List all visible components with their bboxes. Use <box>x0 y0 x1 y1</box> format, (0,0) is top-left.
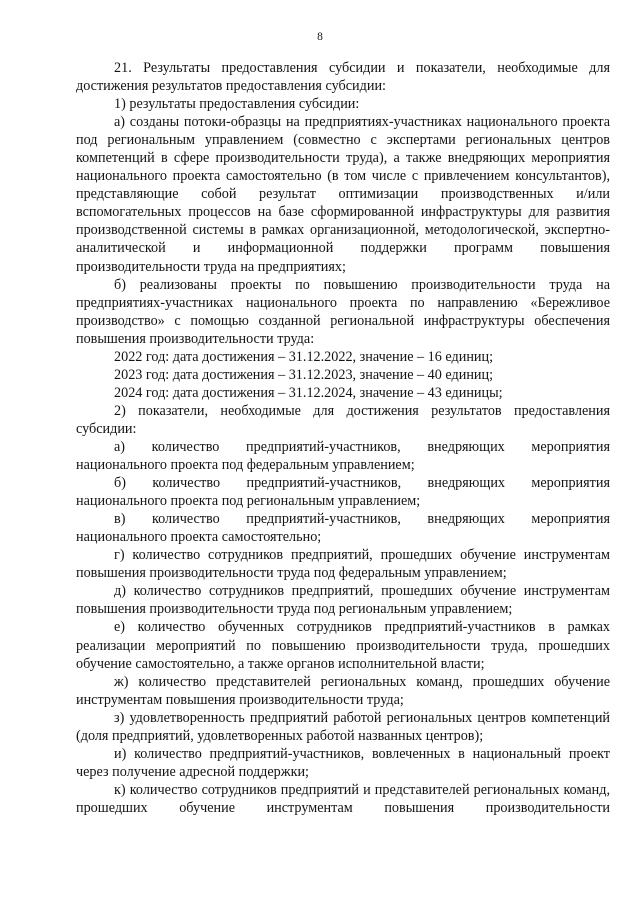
paragraph-indicator-zh: ж) количество представителей региональных команд, прошедших обучение инструментам повышения производительности труда; <box>76 673 610 708</box>
paragraph-21-heading: 21. Результаты предоставления субсидии и показатели, необходимые для достижения результатов предоставления субсидии: <box>76 60 610 95</box>
paragraph-indicator-k: к) количество сотрудников предприятий и представителей региональных команд, прошедших обучение инструментам повышения производительности <box>76 781 610 816</box>
page-number: 8 <box>317 31 323 43</box>
paragraph-indicator-i: и) количество предприятий-участников, вовлеченных в национальный проект через получение адресной поддержки; <box>76 745 610 780</box>
paragraph-indicators-heading: 2) показатели, необходимые для достижения результатов предоставления субсидии: <box>76 402 610 437</box>
paragraph-indicator-a: а) количество предприятий-участников, внедряющих мероприятия национального проекта под федеральным управлением; <box>76 438 610 474</box>
paragraph-year-2023: 2023 год: дата достижения – 31.12.2023, значение – 40 единиц; <box>114 366 494 383</box>
paragraph-indicator-z: з) удовлетворенность предприятий работой региональных центров компетенций (доля предприятий, удовлетворенных работой названных центров); <box>76 709 610 744</box>
paragraph-result-a: а) созданы потоки-образцы на предприятиях-участниках национального проекта под региональным управлением (совместно с экспертами региональных центров компетенций в сфере производительности труда), а также внедряющих мероприятия национального проекта самостоятельно (в том числе с привлечением консультантов), представляющие собой результат оптимизации производственных и/или вспомогательных процессов на базе сформированной инфраструктуры для развития производственной системы в рамках организационной, методологической, экспертно-аналитической и информационной поддержки программ повышения производительности труда на предприятиях; <box>76 114 610 275</box>
paragraph-indicator-g: г) количество сотрудников предприятий, прошедших обучение инструментам повышения производительности труда под федеральным управлением; <box>76 547 610 582</box>
paragraph-result-b: б) реализованы проекты по повышению производительности труда на предприятиях-участниках национального проекта по направлению «Бережливое производство» с помощью созданной региональной инфраструктуры обеспечения повышения производительности труда: <box>76 276 610 347</box>
paragraph-year-2024: 2024 год: дата достижения – 31.12.2024, значение – 43 единицы; <box>114 384 503 401</box>
paragraph-indicator-b: б) количество предприятий-участников, внедряющих мероприятия национального проекта под региональным управлением; <box>76 475 610 510</box>
paragraph-results-heading: 1) результаты предоставления субсидии: <box>114 96 360 113</box>
document-body <box>76 59 610 817</box>
paragraph-indicator-d: д) количество сотрудников предприятий, прошедших обучение инструментам повышения производительности труда под региональным управлением; <box>76 583 610 618</box>
paragraph-indicator-e: е) количество обученных сотрудников предприятий-участников в рамках реализации мероприятий по повышению производительности труда, прошедших обучение самостоятельно, а также органов исполнительной власти; <box>76 619 610 672</box>
paragraph-year-2022: 2022 год: дата достижения – 31.12.2022, значение – 16 единиц; <box>114 348 494 365</box>
paragraph-indicator-v: в) количество предприятий-участников, внедряющих мероприятия национального проекта самостоятельно; <box>76 511 610 546</box>
